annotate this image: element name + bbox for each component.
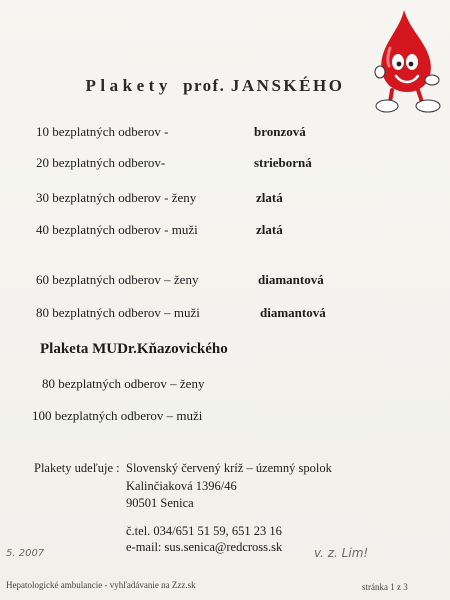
- row-count-20: 20 bezplatných odberov-: [36, 155, 166, 170]
- row-award-40: zlatá: [256, 222, 283, 237]
- row-count-30: 30 bezplatných odberov - ženy: [36, 190, 197, 205]
- row-count-80: 80 bezplatných odberov – muži: [36, 305, 200, 320]
- row-count-10: 10 bezplatných odberov -: [36, 124, 169, 139]
- issuer-email: e-mail: sus.senica@redcross.sk: [126, 540, 283, 554]
- issuer-city: 90501 Senica: [126, 496, 194, 510]
- row-count-40: 40 bezplatných odberov - muži: [36, 222, 198, 237]
- issuer-name: Slovenský červený kríž – územný spolok: [126, 461, 332, 475]
- footer-left: Hepatologické ambulancie - vyhľadávanie na Zzz.sk: [6, 580, 196, 590]
- document-title: [0, 76, 430, 96]
- row-award-60: diamantová: [258, 272, 324, 287]
- title-part-2: prof.: [183, 76, 226, 95]
- blood-drop-mascot-icon: [374, 6, 444, 118]
- row-award-80: diamantová: [260, 305, 326, 320]
- title-part-1: Plakety: [85, 76, 172, 95]
- handwritten-date: 5. 2007: [6, 548, 45, 559]
- row-award-20: strieborná: [254, 155, 312, 170]
- knazovickeho-heading: Plaketa MUDr.Kňazovického: [40, 341, 228, 357]
- knazovickeho-row-80: 80 bezplatných odberov – ženy: [42, 376, 205, 391]
- row-award-10: bronzová: [254, 124, 306, 139]
- issuer-label: Plakety udeľuje :: [34, 461, 120, 475]
- footer-page-number: stránka 1 z 3: [362, 582, 408, 592]
- title-part-3: JANSKÉHO: [230, 76, 345, 95]
- handwritten-signature: v. z. Lim!: [314, 546, 369, 560]
- knazovickeho-row-100: 100 bezplatných odberov – muži: [32, 408, 203, 423]
- row-count-60: 60 bezplatných odberov – ženy: [36, 272, 199, 287]
- issuer-street: Kalinčiaková 1396/46: [126, 479, 237, 493]
- issuer-phone: č.tel. 034/651 51 59, 651 23 16: [126, 524, 282, 538]
- row-award-30: zlatá: [256, 190, 283, 205]
